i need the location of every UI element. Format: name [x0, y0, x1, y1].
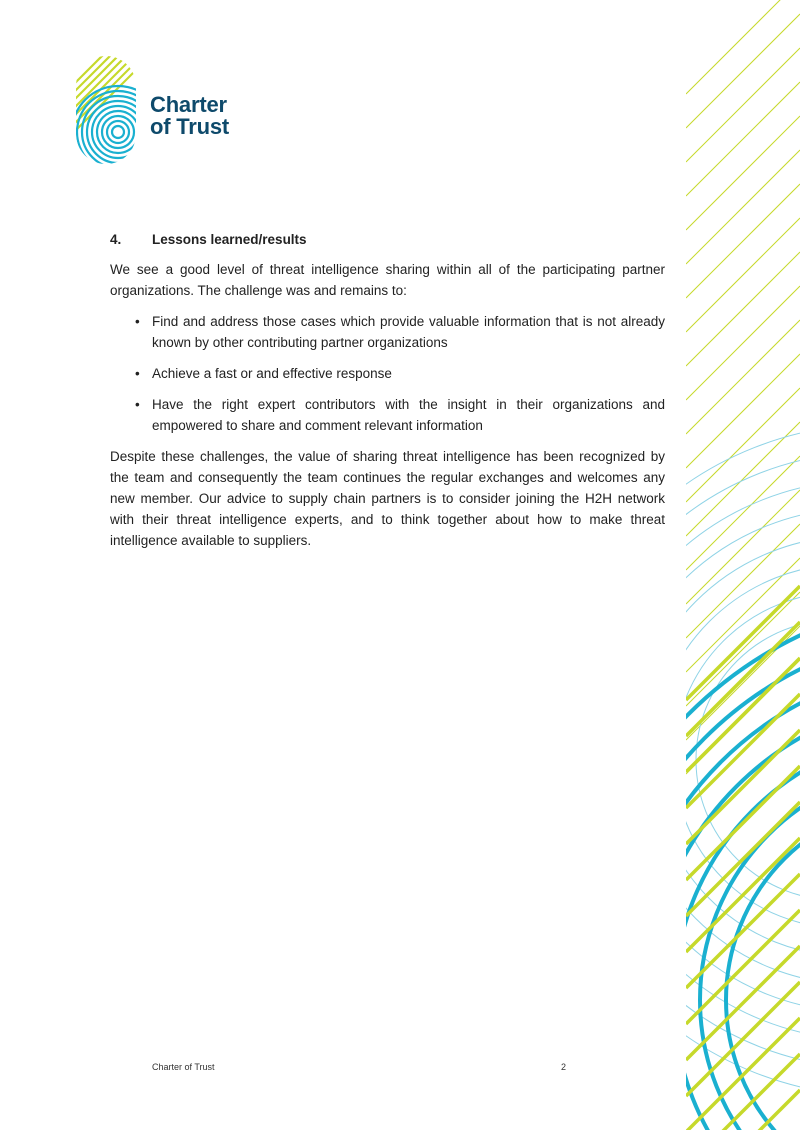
decorative-stroke — [686, 490, 800, 604]
decorative-stroke — [686, 14, 800, 128]
decorative-stroke — [686, 320, 800, 434]
section-title: Lessons learned/results — [152, 232, 307, 247]
decorative-stroke — [686, 0, 800, 94]
list-item-text: Have the right expert contributors with the insight in their organizations and empowered to share and comment relevant information — [152, 397, 665, 433]
decorative-stroke — [700, 766, 800, 1130]
decorative-stroke — [686, 388, 800, 502]
charter-of-trust-logo — [74, 54, 274, 169]
logo-line-2: of Trust — [150, 114, 230, 139]
bullet-marker: • — [135, 366, 140, 381]
conclusion-paragraph: Despite these challenges, the value of sharing threat intelligence has been recognized by the team and consequently the team continues the regular exchanges and welcomes any new member. Our advice to supply chain partners is to consider joining the H2H network with their threat intelligence experts, and to think together about how to make threat intelligence available to suppliers. — [110, 449, 665, 548]
decorative-stroke — [686, 874, 800, 988]
fingerprint-icon — [74, 54, 142, 166]
list-item — [110, 394, 665, 436]
decorative-stroke — [686, 150, 800, 264]
decorative-stroke — [686, 524, 800, 638]
decorative-stroke — [686, 424, 800, 1096]
section-heading — [110, 232, 665, 247]
decorative-stripes-graphic — [686, 0, 800, 1130]
decorative-stroke — [686, 48, 800, 162]
decorative-stroke — [686, 82, 800, 196]
document-body — [110, 232, 665, 561]
decorative-stroke — [686, 354, 800, 468]
logo-line-1: Charter — [150, 92, 227, 117]
section-number: 4. — [110, 232, 122, 247]
logo-wordmark — [150, 94, 229, 138]
footer-org: Charter of Trust — [152, 1062, 215, 1072]
decorative-stroke — [686, 184, 800, 298]
decorative-stroke — [686, 252, 800, 366]
list-item-text: Achieve a fast or and effective response — [152, 366, 392, 381]
decorative-stroke — [686, 422, 800, 536]
list-item-text: Find and address those cases which provide valuable information that is not already known by other contributing partner organizations — [152, 314, 665, 350]
decorative-stroke — [686, 116, 800, 230]
list-item — [110, 311, 665, 353]
decorative-stroke — [686, 286, 800, 400]
page-number: 2 — [561, 1062, 567, 1072]
decorative-stroke — [686, 592, 800, 706]
list-item — [110, 363, 665, 384]
decorative-pattern — [686, 0, 800, 1130]
decorative-stroke — [686, 218, 800, 332]
decorative-stroke — [686, 694, 800, 808]
decorative-stroke — [686, 698, 800, 1130]
decorative-stroke — [686, 730, 800, 844]
intro-paragraph: We see a good level of threat intelligence sharing within all of the participating partner organizations. The challenge was and remains to: — [110, 262, 665, 298]
bullet-marker: • — [135, 397, 140, 412]
bullet-marker: • — [135, 314, 140, 329]
bullet-list — [110, 311, 665, 436]
